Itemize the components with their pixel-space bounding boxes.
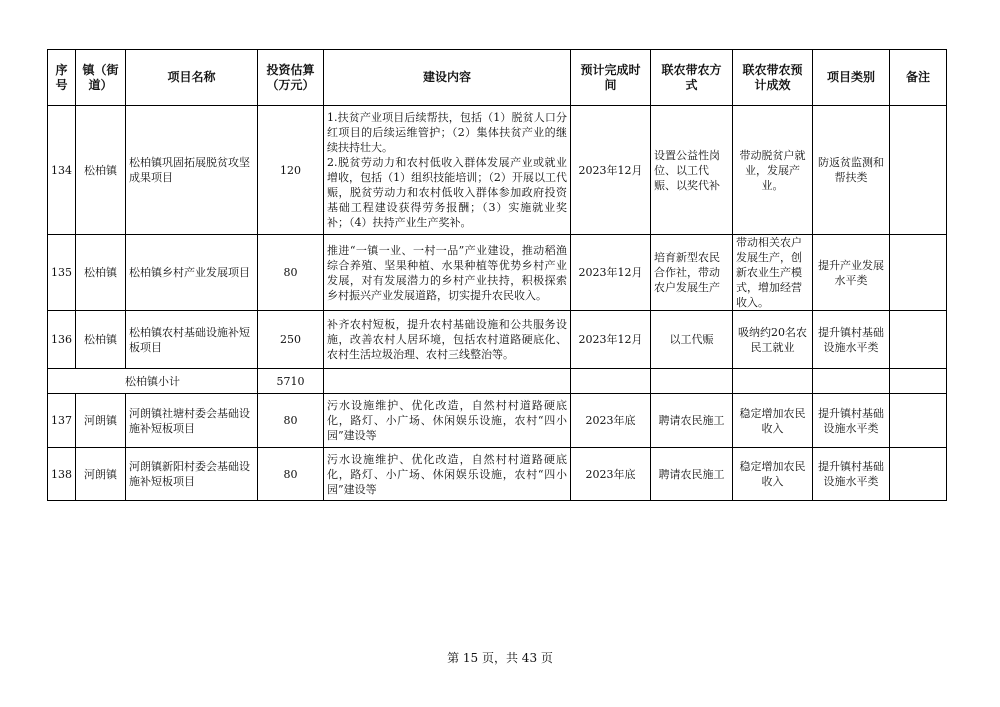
table-row (48, 106, 947, 235)
investment-cell: 120 (258, 106, 324, 235)
category-cell: 提升镇村基础设施水平类 (813, 394, 890, 448)
investment-cell: 80 (258, 394, 324, 448)
row-number: 138 (48, 448, 76, 501)
header-cell: 投资估算 （万元） (258, 50, 324, 106)
header-cell: 备注 (890, 50, 947, 106)
empty-cell (651, 369, 733, 394)
project-name-cell: 河朗镇新阳村委会基础设施补短板项目 (126, 448, 258, 501)
project-name-cell: 松柏镇巩固拓展脱贫攻坚成果项目 (126, 106, 258, 235)
header-cell: 镇（街 道） (76, 50, 126, 106)
effect-cell: 稳定增加农民收入 (733, 448, 813, 501)
method-cell: 培育新型农民合作社，带动农户发展生产 (651, 235, 733, 311)
project-table (47, 49, 947, 501)
empty-cell (813, 369, 890, 394)
table-row (48, 448, 947, 501)
empty-cell (324, 369, 571, 394)
completion-time-cell: 2023年底 (571, 394, 651, 448)
category-cell: 提升镇村基础设施水平类 (813, 448, 890, 501)
effect-cell: 吸纳约20名农民工就业 (733, 311, 813, 369)
subtotal-row (48, 369, 947, 394)
table-row (48, 235, 947, 311)
completion-time-cell: 2023年12月 (571, 311, 651, 369)
header-row (48, 50, 947, 106)
remark-cell (890, 394, 947, 448)
effect-cell: 带动相关农户发展生产，创新农业生产模式，增加经营收入。 (733, 235, 813, 311)
effect-cell: 稳定增加农民收入 (733, 394, 813, 448)
empty-cell (890, 369, 947, 394)
header-cell: 项目类别 (813, 50, 890, 106)
content-cell: 1.扶贫产业项目后续帮扶，包括（1）脱贫人口分红项目的后续运维管护；（2）集体扶贫产业的继续扶持壮大。 2.脱贫劳动力和农村低收入群体发展产业或就业增收，包括（1）组织技能培训；（2）开展以工代赈，脱贫劳动力和农村低收入群体参加政府投资基础工程建设获得劳务报酬；（3）实施就业奖补；（4）扶持产业生产奖补。 (324, 106, 571, 235)
row-number: 135 (48, 235, 76, 311)
completion-time-cell: 2023年底 (571, 448, 651, 501)
town-cell: 松柏镇 (76, 235, 126, 311)
project-name-cell: 松柏镇乡村产业发展项目 (126, 235, 258, 311)
method-cell: 设置公益性岗位、以工代赈、以奖代补 (651, 106, 733, 235)
empty-cell (733, 369, 813, 394)
header-cell: 建设内容 (324, 50, 571, 106)
investment-cell: 80 (258, 448, 324, 501)
town-cell: 河朗镇 (76, 394, 126, 448)
subtotal-label: 松柏镇小计 (48, 369, 258, 394)
method-cell: 聘请农民施工 (651, 394, 733, 448)
completion-time-cell: 2023年12月 (571, 235, 651, 311)
town-cell: 河朗镇 (76, 448, 126, 501)
header-cell: 联农带农方 式 (651, 50, 733, 106)
content-cell: 推进“一镇一业、一村一品”产业建设，推动稻渔综合养殖、坚果种植、水果种植等优势乡村产业发展，对有发展潜力的乡村产业扶持，积极探索乡村振兴产业发展道路，切实提升农民收入。 (324, 235, 571, 311)
table-row (48, 311, 947, 369)
remark-cell (890, 235, 947, 311)
header-cell: 项目名称 (126, 50, 258, 106)
town-cell: 松柏镇 (76, 311, 126, 369)
investment-cell: 250 (258, 311, 324, 369)
row-number: 134 (48, 106, 76, 235)
content-cell: 污水设施维护、优化改造，自然村村道路硬底化，路灯、小广场、休闲娱乐设施，农村“四小园”建设等 (324, 448, 571, 501)
project-name-cell: 松柏镇农村基础设施补短板项目 (126, 311, 258, 369)
content-cell: 补齐农村短板，提升农村基础设施和公共服务设施，改善农村人居环境，包括农村道路硬底化、农村生活垃圾治理、农村三线整治等。 (324, 311, 571, 369)
header-cell: 预计完成时 间 (571, 50, 651, 106)
method-cell: 聘请农民施工 (651, 448, 733, 501)
method-cell: 以工代赈 (651, 311, 733, 369)
effect-cell: 带动脱贫户就业，发展产业。 (733, 106, 813, 235)
table-row (48, 394, 947, 448)
content-cell: 污水设施维护、优化改造，自然村村道路硬底化，路灯、小广场、休闲娱乐设施，农村“四小园”建设等 (324, 394, 571, 448)
empty-cell (571, 369, 651, 394)
header-cell: 序 号 (48, 50, 76, 106)
page-footer: 第 15 页，共 43 页 (447, 651, 553, 665)
row-number: 136 (48, 311, 76, 369)
subtotal-investment: 5710 (258, 369, 324, 394)
remark-cell (890, 106, 947, 235)
project-name-cell: 河朗镇社塘村委会基础设施补短板项目 (126, 394, 258, 448)
remark-cell (890, 448, 947, 501)
category-cell: 防返贫监测和帮扶类 (813, 106, 890, 235)
header-cell: 联农带农预 计成效 (733, 50, 813, 106)
row-number: 137 (48, 394, 76, 448)
remark-cell (890, 311, 947, 369)
investment-cell: 80 (258, 235, 324, 311)
town-cell: 松柏镇 (76, 106, 126, 235)
completion-time-cell: 2023年12月 (571, 106, 651, 235)
category-cell: 提升产业发展水平类 (813, 235, 890, 311)
category-cell: 提升镇村基础设施水平类 (813, 311, 890, 369)
